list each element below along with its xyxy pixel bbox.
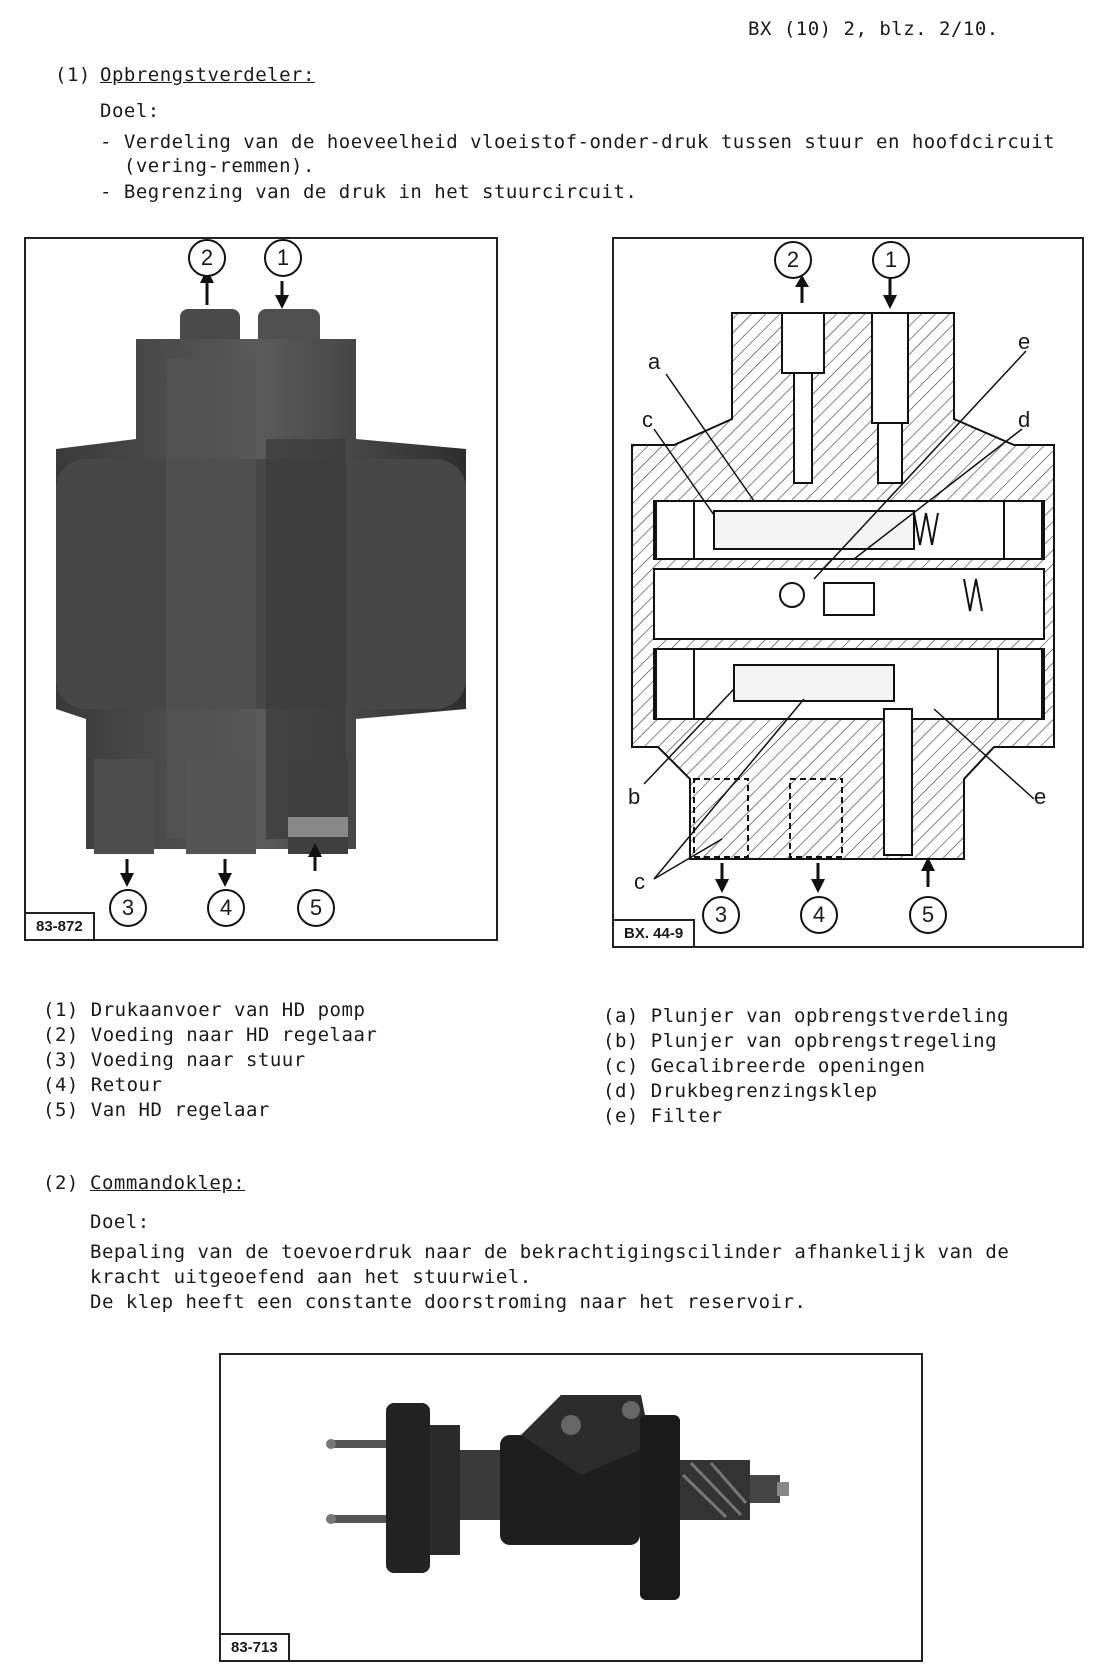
legend-component-num: (e) bbox=[603, 1105, 639, 1127]
callout-c-bottom: c bbox=[634, 869, 645, 894]
port-5-label: 5 bbox=[297, 889, 335, 927]
legend-port-row bbox=[43, 1024, 377, 1049]
legend-component-row bbox=[603, 1055, 1009, 1080]
legend-port-num: (4) bbox=[43, 1074, 79, 1096]
legend-port-text: Drukaanvoer van HD pomp bbox=[90, 999, 366, 1021]
legend-ports bbox=[43, 999, 377, 1124]
section-port-1-label: 1 bbox=[872, 241, 910, 279]
callout-c-top: c bbox=[642, 407, 653, 432]
section2-doel: Doel: bbox=[90, 1211, 150, 1233]
legend-component-num: (a) bbox=[603, 1005, 639, 1027]
legend-components bbox=[603, 1005, 1009, 1130]
figure2-label: BX. 44-9 bbox=[614, 919, 695, 946]
section1-line-1: - Verdeling van de hoeveelheid vloeistof-onder-druk tussen stuur en hoofdcircuit bbox=[100, 131, 1056, 153]
port-4-label: 4 bbox=[207, 889, 245, 927]
legend-port-text: Van HD regelaar bbox=[90, 1099, 270, 1121]
legend-port-row bbox=[43, 1049, 377, 1074]
legend-port-num: (5) bbox=[43, 1099, 79, 1121]
legend-component-num: (c) bbox=[603, 1055, 639, 1077]
section2-title: Commandoklep: bbox=[90, 1172, 246, 1194]
legend-port-text: Retour bbox=[90, 1074, 163, 1096]
callout-a: a bbox=[648, 349, 661, 374]
section2-line-3: De klep heeft een constante doorstroming naar het reservoir. bbox=[90, 1291, 807, 1313]
section2-line-2: kracht uitgeoefend aan het stuurwiel. bbox=[90, 1266, 532, 1288]
port-3-label: 3 bbox=[109, 889, 147, 927]
figure-distributor-photo bbox=[24, 237, 498, 941]
section-port-2-label: 2 bbox=[774, 241, 812, 279]
legend-component-text: Filter bbox=[650, 1105, 723, 1127]
legend-component-text: Plunjer van opbrengstverdeling bbox=[650, 1005, 1009, 1027]
port-1-label: 1 bbox=[264, 239, 302, 277]
legend-port-num: (3) bbox=[43, 1049, 79, 1071]
port-2-label: 2 bbox=[188, 239, 226, 277]
distributor-photo-drawing bbox=[26, 239, 496, 939]
section1-doel: Doel: bbox=[100, 100, 160, 122]
legend-port-num: (2) bbox=[43, 1024, 79, 1046]
callout-e-top: e bbox=[1018, 329, 1031, 354]
callout-d: d bbox=[1018, 407, 1031, 432]
legend-port-num: (1) bbox=[43, 999, 79, 1021]
legend-component-row bbox=[603, 1030, 1009, 1055]
figure3-label: 83-713 bbox=[221, 1633, 290, 1660]
legend-component-row bbox=[603, 1005, 1009, 1030]
section-port-4-label: 4 bbox=[800, 896, 838, 934]
section1-line-3: - Begrenzing van de druk in het stuurcircuit. bbox=[100, 181, 638, 203]
section-port-3-label: 3 bbox=[702, 896, 740, 934]
legend-component-row bbox=[603, 1080, 1009, 1105]
section-port-5-label: 5 bbox=[909, 896, 947, 934]
callout-b: b bbox=[628, 784, 641, 809]
legend-component-text: Gecalibreerde openingen bbox=[650, 1055, 926, 1077]
legend-port-row bbox=[43, 1074, 377, 1099]
section2-number: (2) bbox=[43, 1172, 79, 1194]
figure1-label: 83-872 bbox=[26, 912, 95, 939]
figure-control-valve-photo bbox=[219, 1353, 923, 1662]
section1-number: (1) bbox=[55, 64, 91, 86]
legend-component-row bbox=[603, 1105, 1009, 1130]
section2-line-1: Bepaling van de toevoerdruk naar de bekrachtigingscilinder afhankelijk van de bbox=[90, 1241, 1010, 1263]
distributor-section-drawing bbox=[614, 239, 1082, 946]
legend-port-text: Voeding naar HD regelaar bbox=[90, 1024, 378, 1046]
legend-component-text: Plunjer van opbrengstregeling bbox=[650, 1030, 998, 1052]
legend-port-row bbox=[43, 1099, 377, 1124]
section1-line-2: (vering-remmen). bbox=[100, 155, 315, 177]
legend-component-text: Drukbegrenzingsklep bbox=[650, 1080, 878, 1102]
legend-port-row bbox=[43, 999, 377, 1024]
callout-e-bottom: e bbox=[1034, 784, 1047, 809]
control-valve-photo-drawing bbox=[221, 1355, 921, 1660]
legend-component-num: (b) bbox=[603, 1030, 639, 1052]
section1-title: Opbrengstverdeler: bbox=[100, 64, 315, 86]
legend-component-num: (d) bbox=[603, 1080, 639, 1102]
page-reference: BX (10) 2, blz. 2/10. bbox=[748, 18, 999, 40]
figure-distributor-section bbox=[612, 237, 1084, 948]
legend-port-text: Voeding naar stuur bbox=[90, 1049, 306, 1071]
